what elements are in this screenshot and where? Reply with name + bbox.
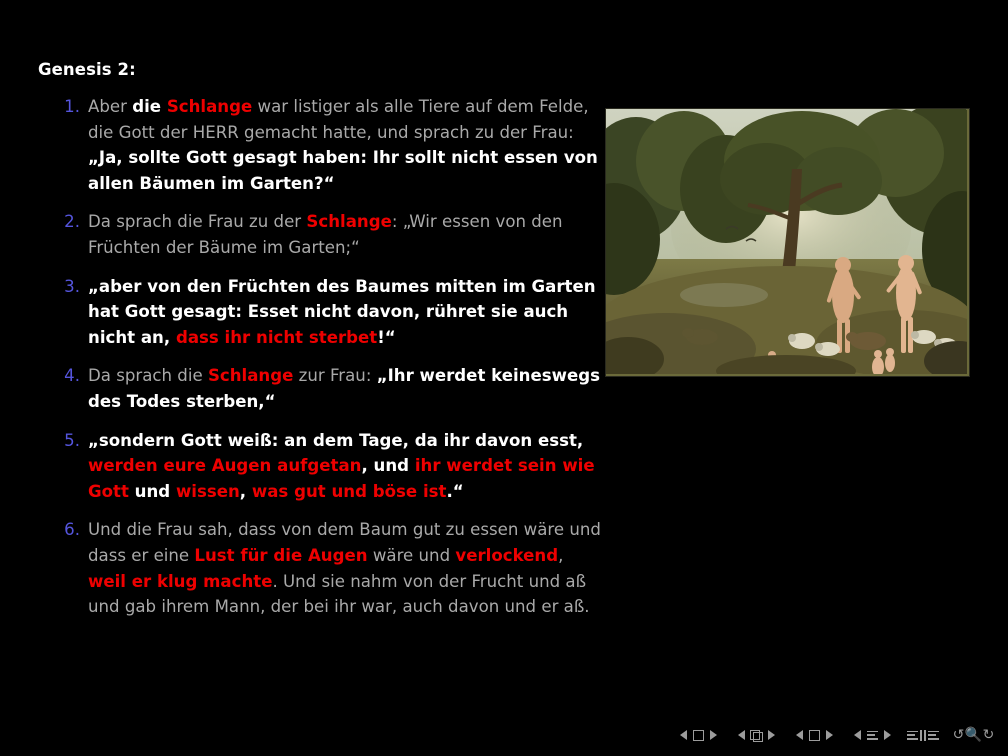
- back-button[interactable]: [951, 726, 966, 744]
- square-icon: [807, 726, 822, 744]
- triangle-left-icon: [792, 726, 807, 744]
- bars-pipe-icon: [908, 726, 923, 744]
- text-run: weil er klug machte: [88, 571, 273, 591]
- list-item: [38, 209, 603, 260]
- search-button[interactable]: [966, 726, 981, 744]
- text-run: „Ihr werdet keineswegs des Todes sterben,“: [88, 366, 600, 411]
- subsection-group[interactable]: [792, 726, 837, 744]
- list-item: [38, 428, 603, 505]
- prev-section-button[interactable]: [850, 726, 865, 744]
- text-run: war listiger als alle Tiere auf dem Felde, die Gott der HERR gemacht hatte, und sprach zu der Frau:: [88, 97, 589, 142]
- square-icon: [691, 726, 706, 744]
- magnifier-icon: 🔍: [964, 727, 983, 743]
- list-item-text: [88, 212, 563, 257]
- triangle-left-icon: [850, 726, 865, 744]
- next-subsection-button[interactable]: [822, 726, 837, 744]
- text-run: Lust für die Augen: [194, 545, 368, 565]
- current-slide-button[interactable]: [691, 726, 706, 744]
- pipe-bars-icon: [923, 726, 938, 744]
- text-run: die: [132, 97, 167, 116]
- text-run: .“: [446, 481, 464, 501]
- text-run: , und: [361, 456, 415, 476]
- text-run: ,: [558, 545, 564, 565]
- text-run: wissen: [175, 481, 240, 501]
- triangle-right-icon: [706, 726, 721, 744]
- list-item-text: [88, 366, 600, 411]
- text-run: werden eure Augen aufgetan: [88, 456, 362, 476]
- triangle-left-icon: [734, 726, 749, 744]
- bars-icon: [865, 726, 880, 744]
- square-stack-icon: [749, 726, 764, 744]
- current-subsection-button[interactable]: [807, 726, 822, 744]
- prev-slide-button[interactable]: [676, 726, 691, 744]
- text-run: . Und sie nahm von der Frucht und aß und gab ihrem Mann, der bei ihr war, auch davon und er aß.: [88, 571, 590, 617]
- first-slide-group[interactable]: [676, 726, 721, 744]
- list-item-number: 5.: [64, 430, 80, 450]
- text-run: „aber von den Früchten des Baumes mitten im Garten hat Gott gesagt: Esset nicht davon, rühret sie auch nicht an,: [88, 276, 596, 347]
- undo-arrow-icon: ↺: [952, 727, 965, 743]
- list-item-text: [88, 277, 596, 347]
- text-run: „sondern Gott weiß: an dem Tage, da ihr davon esst,: [88, 430, 584, 450]
- list-item: [38, 517, 603, 619]
- slide-navigation-bar[interactable]: [663, 722, 996, 748]
- text-run: Schlange: [166, 97, 253, 116]
- text-run: !“: [377, 327, 396, 347]
- forward-button[interactable]: [981, 726, 996, 744]
- text-run: verlockend: [455, 545, 559, 565]
- triangle-left-icon: [676, 726, 691, 744]
- next-slide-button[interactable]: [706, 726, 721, 744]
- garden-of-eden-painting: [605, 108, 970, 377]
- list-item-number: 6.: [64, 520, 80, 540]
- triangle-right-icon: [822, 726, 837, 744]
- text-run: ihr werdet sein wie Gott: [88, 456, 595, 501]
- text-run: Da sprach die Frau zu der: [88, 212, 307, 232]
- list-item-number: 1.: [64, 97, 80, 116]
- text-run: Aber: [88, 97, 133, 116]
- text-run: „Ja, sollte Gott gesagt haben: Ihr sollt nicht essen von allen Bäumen im Garten?“: [88, 148, 598, 193]
- text-run: und: [128, 481, 176, 501]
- first-page-button[interactable]: [908, 726, 923, 744]
- list-item: [38, 363, 603, 414]
- page-title: Genesis 2:: [38, 60, 136, 79]
- current-section-button[interactable]: [865, 726, 880, 744]
- section-group[interactable]: [850, 726, 895, 744]
- last-page-button[interactable]: [923, 726, 938, 744]
- text-run: was gut und böse ist: [251, 481, 447, 501]
- prev-subsection-button[interactable]: [792, 726, 807, 744]
- enumerated-list: [38, 94, 603, 633]
- list-item-number: 4.: [64, 366, 80, 386]
- text-run: dass ihr nicht sterbet: [175, 327, 378, 347]
- text-run: Da sprach die: [88, 366, 208, 386]
- history-group[interactable]: [951, 726, 996, 744]
- next-frame-button[interactable]: [764, 726, 779, 744]
- text-run: ,: [239, 481, 252, 501]
- triangle-right-icon: [764, 726, 779, 744]
- list-item-number: 2.: [64, 212, 80, 232]
- text-run: Und die Frau sah, dass von dem Baum gut zu essen wäre und dass er eine: [88, 520, 601, 565]
- prev-frame-button[interactable]: [734, 726, 749, 744]
- list-item-text: [88, 97, 598, 193]
- text-run: Schlange: [306, 212, 392, 232]
- list-item-number: 3.: [64, 276, 80, 296]
- next-section-button[interactable]: [880, 726, 895, 744]
- frame-group[interactable]: [734, 726, 779, 744]
- text-run: zur Frau:: [293, 366, 377, 386]
- list-item-text: [88, 431, 595, 501]
- current-frame-button[interactable]: [749, 726, 764, 744]
- redo-arrow-icon: ↻: [982, 727, 995, 743]
- list-item: [38, 274, 603, 351]
- text-run: wäre und: [367, 545, 456, 565]
- document-group[interactable]: [908, 726, 938, 744]
- text-run: : „Wir essen von den Früchten der Bäume im Garten;“: [88, 212, 563, 257]
- text-run: Schlange: [207, 366, 294, 386]
- list-item: [38, 94, 603, 196]
- triangle-right-icon: [880, 726, 895, 744]
- list-item-text: [88, 520, 601, 616]
